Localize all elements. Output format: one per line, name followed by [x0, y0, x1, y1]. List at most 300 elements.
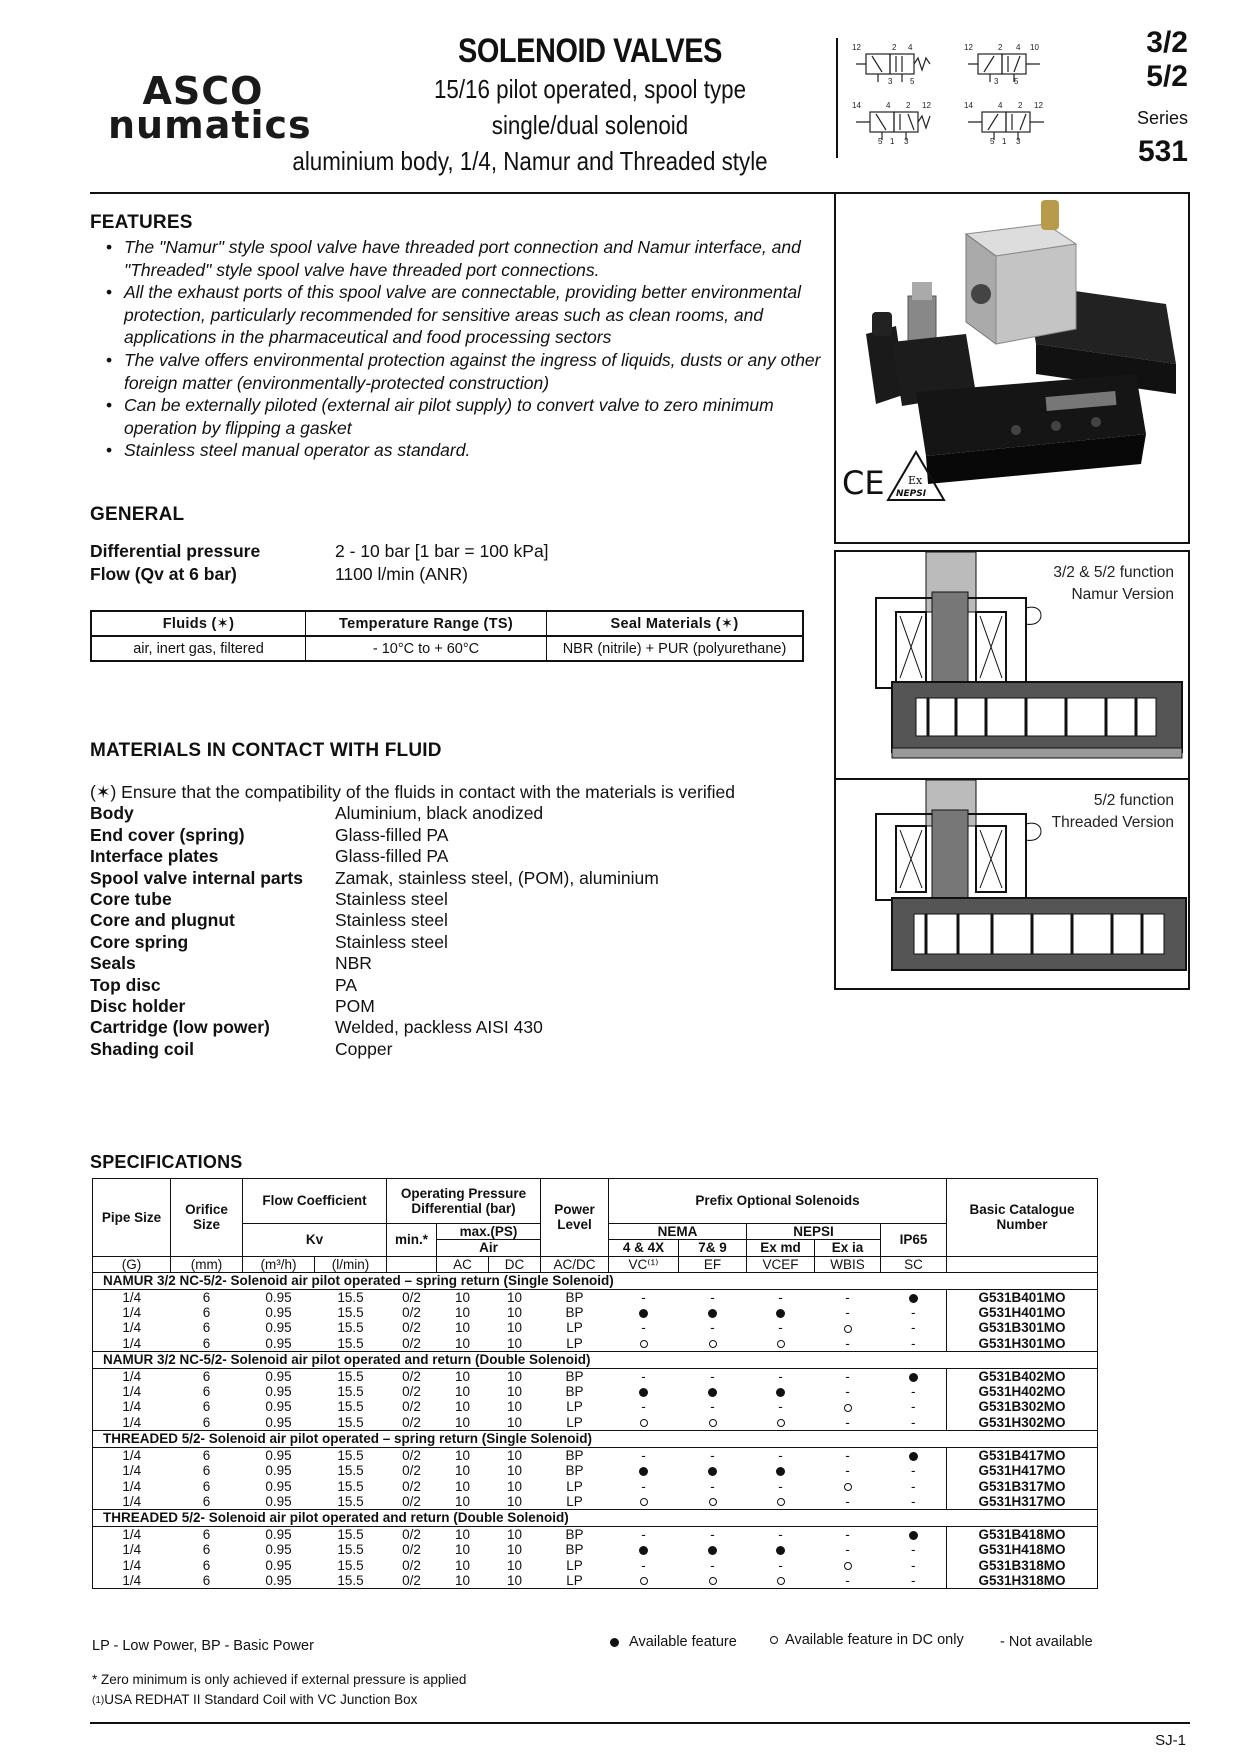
spec-cell: BP — [565, 1384, 584, 1400]
material-value: PA — [335, 974, 358, 995]
spec-cell: 10 — [506, 1414, 523, 1430]
filled-dot-icon — [776, 1309, 785, 1318]
available-dot-icon — [679, 1305, 747, 1320]
material-row — [90, 953, 830, 974]
spec-cell: 10 — [454, 1542, 471, 1558]
available-dot-icon — [679, 1384, 747, 1399]
spec-cell: - — [845, 1414, 850, 1430]
features-heading: FEATURES — [90, 212, 193, 233]
empty-dot-icon — [709, 1419, 717, 1427]
available-legend — [610, 1634, 737, 1650]
spec-cell: 15.5 — [337, 1478, 364, 1494]
nema-44x-header: 4 & 4X — [609, 1240, 679, 1256]
material-value: Glass-filled PA — [335, 846, 449, 867]
spec-cell: 15.5 — [337, 1289, 364, 1305]
spec-cell: - — [710, 1399, 715, 1415]
redhat-footnote-text: USA REDHAT II Standard Coil with VC Junction Box — [104, 1692, 418, 1707]
spec-cell: LP — [566, 1399, 583, 1415]
spec-cell: 15.5 — [337, 1493, 364, 1509]
spec-cell: - — [710, 1478, 715, 1494]
spec-cell: - — [845, 1368, 850, 1384]
catalogue-number: G531H317MO — [947, 1494, 1098, 1510]
spec-cell: 0.95 — [265, 1463, 292, 1479]
spec-cell: 10 — [506, 1368, 523, 1384]
available-dot-icon — [609, 1542, 679, 1557]
fluids-table-row — [91, 636, 803, 661]
material-value: POM — [335, 995, 375, 1016]
spec-cell: LP — [566, 1335, 583, 1351]
catalogue-number: G531H402MO — [947, 1384, 1098, 1399]
product-photo — [834, 192, 1190, 544]
spec-cell: - — [710, 1526, 715, 1542]
spec-cell: - — [641, 1399, 646, 1415]
empty-dot-icon — [844, 1325, 852, 1333]
spec-cell: - — [845, 1305, 850, 1321]
spec-cell: 10 — [454, 1526, 471, 1542]
spec-cell: 0.95 — [265, 1447, 292, 1463]
flow-label: Flow (Qv at 6 bar) — [90, 564, 237, 584]
namur-caption-1: 3/2 & 5/2 function — [1053, 564, 1174, 581]
spec-cell: 0/2 — [402, 1335, 421, 1351]
subtitle-2: single/dual solenoid — [491, 110, 689, 140]
filled-dot-icon — [708, 1546, 717, 1555]
spec-cell: LP — [566, 1557, 583, 1573]
spec-cell: - — [911, 1399, 916, 1415]
footer-rule — [90, 1722, 1190, 1724]
spec-cell: 10 — [454, 1384, 471, 1400]
spec-cell: 10 — [454, 1463, 471, 1479]
material-value: Stainless steel — [335, 931, 448, 952]
material-part: Disc holder — [90, 995, 186, 1016]
spec-cell: - — [845, 1289, 850, 1305]
spec-cell: 1/4 — [122, 1368, 142, 1384]
header-rule — [90, 192, 838, 194]
spec-cell: 6 — [202, 1542, 211, 1558]
spec-cell: 10 — [506, 1399, 523, 1415]
logo-line-1: ASCO — [142, 69, 264, 113]
spec-cell: 10 — [506, 1542, 523, 1558]
svg-text:2: 2 — [906, 101, 911, 110]
unit-cell — [387, 1256, 437, 1272]
spec-cell: 1/4 — [122, 1289, 142, 1305]
spec-cell: 6 — [202, 1305, 211, 1321]
material-part: Seals — [90, 953, 136, 974]
spec-cell: 10 — [506, 1447, 523, 1463]
available-dot-icon — [747, 1542, 815, 1557]
spec-cell: - — [641, 1478, 646, 1494]
svg-text:3: 3 — [904, 137, 909, 146]
spec-cell: 0.95 — [265, 1572, 292, 1588]
spec-cell: 10 — [454, 1572, 471, 1588]
table-row — [93, 1384, 1098, 1399]
filled-dot-icon — [909, 1373, 918, 1382]
material-row — [90, 1017, 830, 1038]
empty-dot-icon — [709, 1498, 717, 1506]
unit-cell: WBIS — [815, 1256, 881, 1272]
svg-text:5: 5 — [910, 77, 915, 86]
spec-cell: - — [845, 1526, 850, 1542]
differential-pressure-value: 2 - 10 bar [1 bar = 100 kPa] — [335, 541, 549, 561]
svg-text:4: 4 — [1016, 43, 1021, 52]
unit-cell: VCEF — [747, 1256, 815, 1272]
compatibility-note: (✶) Ensure that the compatibility of the fluids in contact with the materials is verified — [90, 782, 735, 802]
spec-cell: 15.5 — [337, 1526, 364, 1542]
spec-cell: 1/4 — [122, 1335, 142, 1351]
spec-cell: 0.95 — [265, 1335, 292, 1351]
dc-only-dot-icon — [679, 1336, 747, 1352]
empty-dot-icon — [777, 1577, 785, 1585]
available-dot-icon — [679, 1463, 747, 1478]
spec-cell: 0.95 — [265, 1557, 292, 1573]
spec-cell: 6 — [202, 1320, 211, 1336]
spec-cell: 10 — [506, 1320, 523, 1336]
flow-coefficient-header: Flow Coefficient — [243, 1179, 387, 1224]
available-dot-icon — [609, 1305, 679, 1320]
spec-cell: 6 — [202, 1493, 211, 1509]
spec-cell: 1/4 — [122, 1542, 142, 1558]
svg-text:4: 4 — [908, 43, 913, 52]
basic-catalogue-header: Basic Catalogue Number — [947, 1179, 1098, 1257]
spec-cell: 0/2 — [402, 1557, 421, 1573]
spec-cell: 10 — [506, 1463, 523, 1479]
table-row — [93, 1494, 1098, 1510]
material-part: Interface plates — [90, 846, 219, 867]
nepsi-header: NEPSI — [747, 1224, 881, 1240]
spec-cell: 6 — [202, 1384, 211, 1400]
dc-only-dot-icon — [747, 1573, 815, 1589]
material-row — [90, 996, 830, 1017]
spec-cell: 1/4 — [122, 1305, 142, 1321]
filled-dot-icon — [776, 1546, 785, 1555]
dc-only-dot-icon — [747, 1336, 815, 1352]
table-row — [93, 1479, 1098, 1494]
material-row — [90, 910, 830, 931]
spec-cell: 10 — [506, 1478, 523, 1494]
nepsi-label: NEPSI — [896, 489, 927, 499]
redhat-footnote-marker: (1) — [92, 1695, 105, 1706]
valve-illustration — [836, 194, 1188, 542]
logo-line-2: numatics — [108, 103, 312, 147]
empty-dot-icon — [844, 1404, 852, 1412]
filled-dot-icon — [909, 1531, 918, 1540]
spec-cell: 0/2 — [402, 1447, 421, 1463]
materials-list — [90, 782, 830, 1060]
spec-cell: - — [778, 1557, 783, 1573]
spec-cell: 0.95 — [265, 1414, 292, 1430]
spec-cell: - — [778, 1526, 783, 1542]
spec-cell: - — [641, 1557, 646, 1573]
ex-label: Ex — [908, 474, 923, 487]
feature-item: • Stainless steel manual operator as standard. — [90, 439, 830, 462]
differential-pressure-label: Differential pressure — [90, 541, 261, 561]
spec-cell: 6 — [202, 1368, 211, 1384]
available-dot-icon — [881, 1289, 947, 1305]
material-row — [90, 825, 830, 846]
spec-cell: - — [911, 1557, 916, 1573]
catalogue-number: G531H302MO — [947, 1415, 1098, 1431]
threaded-caption-2: Threaded Version — [1051, 814, 1174, 831]
spec-cell: - — [710, 1320, 715, 1336]
filled-dot-icon — [776, 1388, 785, 1397]
catalogue-number: G531H301MO — [947, 1336, 1098, 1352]
feature-item: • The valve offers environmental protection against the ingress of liquids, dusts or any other foreign matter (environmentally-protected construction) — [90, 349, 830, 394]
namur-caption-2: Namur Version — [1071, 586, 1174, 603]
available-dot-icon — [679, 1542, 747, 1557]
spec-group-row — [93, 1273, 1098, 1289]
svg-text:10: 10 — [1030, 43, 1039, 52]
material-part: Core spring — [90, 931, 189, 952]
ip65-header: IP65 — [881, 1224, 947, 1257]
svg-text:5: 5 — [990, 137, 995, 146]
feature-item: • All the exhaust ports of this spool valve are connectable, providing better environmental protection, particularly recommended for sensitive areas such as clean rooms, and applications in the pharmaceutical and food processing sectors — [90, 281, 830, 349]
spec-cell: 15.5 — [337, 1320, 364, 1336]
spec-cell: 10 — [454, 1478, 471, 1494]
unit-cell — [947, 1256, 1098, 1272]
spec-cell: 0/2 — [402, 1493, 421, 1509]
spec-group-row — [93, 1352, 1098, 1368]
catalogue-number: G531H418MO — [947, 1542, 1098, 1557]
symbol-52-single — [852, 101, 931, 146]
material-value: Welded, packless AISI 430 — [335, 1017, 543, 1038]
table-row — [93, 1573, 1098, 1589]
fluids-table-header — [91, 611, 803, 636]
spec-cell: 0/2 — [402, 1289, 421, 1305]
spec-cell: - — [778, 1320, 783, 1336]
materials-heading: MATERIALS IN CONTACT WITH FLUID — [90, 740, 442, 761]
spec-cell: 0/2 — [402, 1368, 421, 1384]
max-header: max.(PS) — [437, 1224, 541, 1240]
available-dot-icon — [609, 1384, 679, 1399]
spec-cell: 6 — [202, 1399, 211, 1415]
dc-only-dot-icon — [747, 1494, 815, 1510]
spec-cell: 0.95 — [265, 1478, 292, 1494]
air-header: Air — [437, 1240, 541, 1256]
subtitle-3: aluminium body, 1/4, Namur and Threaded style — [292, 146, 768, 176]
spec-group-title: NAMUR 3/2 NC-5/2- Solenoid air pilot operated – spring return (Single Solenoid) — [93, 1273, 1098, 1289]
spec-group-row — [93, 1431, 1098, 1447]
dc-only-dot-icon — [609, 1494, 679, 1510]
dc-only-dot-icon — [609, 1415, 679, 1431]
table-row — [93, 1399, 1098, 1414]
filled-dot-icon — [776, 1467, 785, 1476]
series-block — [1108, 26, 1188, 169]
material-row — [90, 889, 830, 910]
material-row — [90, 975, 830, 996]
temperature-header: Temperature Range (TS) — [306, 611, 547, 636]
spec-cell: - — [911, 1335, 916, 1351]
catalogue-number: G531B401MO — [947, 1289, 1098, 1305]
catalogue-number: G531B417MO — [947, 1447, 1098, 1463]
function-32: 3/2 — [1146, 26, 1188, 59]
dc-only-dot-icon — [815, 1320, 881, 1335]
series-label: Series — [1136, 108, 1188, 128]
svg-text:4: 4 — [998, 101, 1003, 110]
catalogue-number: G531B301MO — [947, 1320, 1098, 1335]
spec-cell: - — [911, 1493, 916, 1509]
spec-cell: 0.95 — [265, 1320, 292, 1336]
spec-cell: - — [641, 1289, 646, 1305]
empty-dot-icon — [777, 1340, 785, 1348]
catalogue-number: G531H417MO — [947, 1463, 1098, 1478]
material-row — [90, 868, 830, 889]
nema-79-header: 7& 9 — [679, 1240, 747, 1256]
svg-text:14: 14 — [964, 101, 973, 110]
material-part: Cartridge (low power) — [90, 1017, 270, 1038]
dc-only-dot-icon — [815, 1399, 881, 1414]
orifice-size-header: Orifice Size — [171, 1179, 243, 1257]
unit-cell: EF — [679, 1256, 747, 1272]
filled-dot-icon — [708, 1388, 717, 1397]
spec-cell: 1/4 — [122, 1493, 142, 1509]
seal-materials-value: NBR (nitrile) + PUR (polyurethane) — [547, 636, 804, 661]
exia-header: Ex ia — [815, 1240, 881, 1256]
spec-cell: 0/2 — [402, 1320, 421, 1336]
svg-text:4: 4 — [886, 101, 891, 110]
not-available-legend: - Not available — [1000, 1634, 1093, 1650]
specifications-heading: SPECIFICATIONS — [90, 1152, 243, 1172]
spec-cell: 15.5 — [337, 1447, 364, 1463]
dc-only-dot-icon — [609, 1336, 679, 1352]
spec-cell: 10 — [454, 1447, 471, 1463]
spec-cell: 6 — [202, 1526, 211, 1542]
spec-cell: 10 — [454, 1414, 471, 1430]
filled-dot-icon — [639, 1309, 648, 1318]
spec-cell: BP — [565, 1305, 584, 1321]
threaded-diagram-caption — [1052, 790, 1174, 834]
dc-only-dot-icon — [609, 1573, 679, 1589]
empty-dot-icon — [844, 1483, 852, 1491]
spec-cell: - — [641, 1447, 646, 1463]
material-value: Aluminium, black anodized — [335, 803, 544, 824]
spec-group-title: THREADED 5/2- Solenoid air pilot operated – spring return (Single Solenoid) — [93, 1431, 1098, 1447]
spec-cell: 6 — [202, 1335, 211, 1351]
spec-cell: - — [710, 1557, 715, 1573]
material-part: End cover (spring) — [90, 824, 245, 845]
spec-cell: 10 — [506, 1289, 523, 1305]
svg-text:3: 3 — [1016, 137, 1021, 146]
spec-cell: 0.95 — [265, 1368, 292, 1384]
spec-cell: 1/4 — [122, 1526, 142, 1542]
spec-cell: - — [911, 1384, 916, 1400]
spec-cell: - — [845, 1493, 850, 1509]
spec-cell: 0/2 — [402, 1463, 421, 1479]
symbol-32-single — [852, 43, 930, 86]
spec-cell: 1/4 — [122, 1447, 142, 1463]
spec-cell: BP — [565, 1463, 584, 1479]
spec-cell: BP — [565, 1526, 584, 1542]
spec-cell: - — [778, 1289, 783, 1305]
power-level-header: Power Level — [541, 1179, 609, 1257]
spec-cell: 10 — [506, 1305, 523, 1321]
kv-header: Kv — [243, 1224, 387, 1257]
spec-cell: - — [641, 1320, 646, 1336]
filled-dot-icon — [909, 1294, 918, 1303]
table-row — [93, 1305, 1098, 1320]
available-dot-icon — [747, 1384, 815, 1399]
spec-cell: LP — [566, 1320, 583, 1336]
available-dot-icon — [881, 1368, 947, 1384]
spec-cell: - — [845, 1572, 850, 1588]
spec-cell: 10 — [454, 1305, 471, 1321]
svg-text:2: 2 — [998, 43, 1003, 52]
subtitle-1: 15/16 pilot operated, spool type — [433, 74, 747, 104]
available-dot-icon — [881, 1526, 947, 1542]
available-dot-icon — [747, 1463, 815, 1478]
table-row — [93, 1415, 1098, 1431]
catalogue-number: G531B317MO — [947, 1479, 1098, 1494]
spec-cell: 15.5 — [337, 1572, 364, 1588]
spec-cell: 6 — [202, 1414, 211, 1430]
spec-cell: 10 — [454, 1557, 471, 1573]
spec-cell: 0/2 — [402, 1414, 421, 1430]
function-52: 5/2 — [1146, 60, 1188, 93]
filled-dot-icon — [639, 1546, 648, 1555]
page-title: SOLENOID VALVES — [458, 32, 722, 70]
specifications-table — [92, 1178, 1098, 1589]
catalogue-number: G531B418MO — [947, 1526, 1098, 1542]
filled-dot-icon — [639, 1388, 648, 1397]
fluids-header: Fluids (✶) — [91, 611, 306, 636]
empty-dot-icon — [844, 1562, 852, 1570]
catalogue-number: G531H318MO — [947, 1573, 1098, 1589]
spec-cell: - — [778, 1368, 783, 1384]
filled-dot-icon — [639, 1467, 648, 1476]
material-part: Body — [90, 803, 134, 824]
catalogue-number: G531B318MO — [947, 1558, 1098, 1573]
spec-cell: 15.5 — [337, 1542, 364, 1558]
table-row — [93, 1320, 1098, 1335]
spec-units-row — [93, 1256, 1098, 1272]
spec-cell: - — [845, 1335, 850, 1351]
filled-dot-icon — [909, 1452, 918, 1461]
spec-cell: 0/2 — [402, 1399, 421, 1415]
spec-cell: 15.5 — [337, 1414, 364, 1430]
spec-cell: - — [845, 1447, 850, 1463]
unit-cell: (mm) — [171, 1256, 243, 1272]
catalogue-number: G531B402MO — [947, 1368, 1098, 1384]
spec-cell: - — [710, 1289, 715, 1305]
empty-dot-icon — [777, 1498, 785, 1506]
empty-dot-icon — [709, 1340, 717, 1348]
dc-only-legend — [770, 1632, 964, 1648]
dc-only-legend-text: Available feature in DC only — [785, 1632, 964, 1648]
svg-text:3: 3 — [888, 77, 893, 86]
table-row — [93, 1368, 1098, 1384]
namur-section-diagram — [834, 550, 1190, 780]
svg-text:12: 12 — [922, 101, 931, 110]
svg-text:5: 5 — [878, 137, 883, 146]
empty-dot-icon — [770, 1636, 778, 1644]
unit-cell: (G) — [93, 1256, 171, 1272]
table-row — [93, 1558, 1098, 1573]
spec-cell: 1/4 — [122, 1557, 142, 1573]
unit-cell: (m³/h) — [243, 1256, 315, 1272]
spec-cell: 0/2 — [402, 1305, 421, 1321]
spec-cell: - — [778, 1399, 783, 1415]
material-value: Zamak, stainless steel, (POM), aluminium — [335, 867, 659, 888]
spec-cell: - — [911, 1414, 916, 1430]
spec-cell: BP — [565, 1542, 584, 1558]
spec-cell: - — [911, 1463, 916, 1479]
page-header-title — [292, 32, 850, 179]
catalogue-number: G531B302MO — [947, 1399, 1098, 1414]
spec-cell: - — [710, 1447, 715, 1463]
unit-cell: AC/DC — [541, 1256, 609, 1272]
spec-cell: 6 — [202, 1447, 211, 1463]
catalogue-number: G531H401MO — [947, 1305, 1098, 1320]
threaded-section-diagram — [834, 778, 1190, 990]
features-list — [90, 236, 830, 462]
